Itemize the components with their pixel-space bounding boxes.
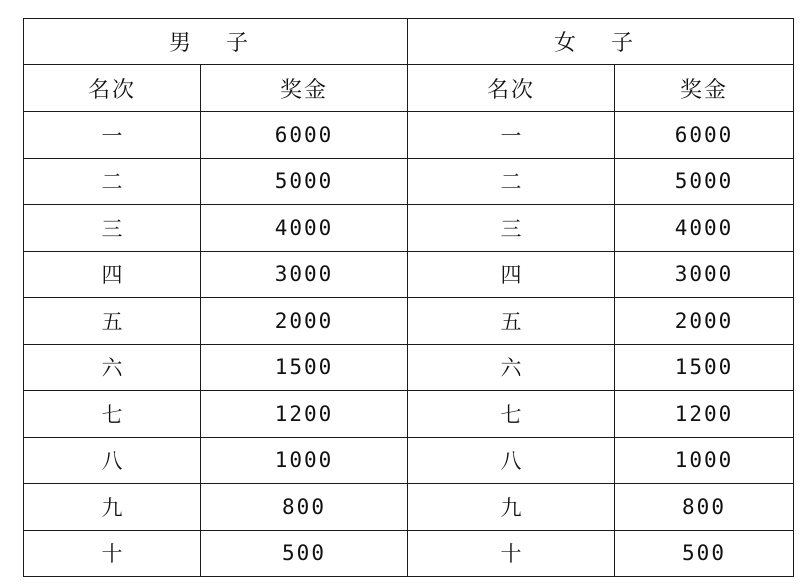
men-rank-cell: 二: [24, 158, 201, 205]
men-prize-cell: 800: [201, 484, 408, 531]
women-prize-header: 奖金: [615, 65, 794, 112]
column-header-row: [24, 65, 794, 112]
table-row: [24, 251, 794, 298]
men-prize-header: 奖金: [201, 65, 408, 112]
women-rank-cell: 五: [408, 298, 615, 345]
women-rank-cell: 二: [408, 158, 615, 205]
prize-table: [23, 18, 794, 577]
men-prize-cell: 6000: [201, 112, 408, 159]
women-prize-cell: 4000: [615, 205, 794, 252]
women-group-header: 女 子: [408, 19, 794, 65]
men-prize-cell: 1000: [201, 437, 408, 484]
table-row: [24, 112, 794, 159]
women-rank-header: 名次: [408, 65, 615, 112]
men-prize-cell: 4000: [201, 205, 408, 252]
men-rank-cell: 八: [24, 437, 201, 484]
women-prize-cell: 1500: [615, 344, 794, 391]
women-rank-cell: 七: [408, 391, 615, 438]
table-row: [24, 158, 794, 205]
men-rank-cell: 四: [24, 251, 201, 298]
women-rank-cell: 三: [408, 205, 615, 252]
table-row: [24, 344, 794, 391]
table-row: [24, 205, 794, 252]
men-rank-cell: 三: [24, 205, 201, 252]
table-row: [24, 391, 794, 438]
women-prize-cell: 5000: [615, 158, 794, 205]
women-rank-cell: 六: [408, 344, 615, 391]
men-rank-cell: 九: [24, 484, 201, 531]
men-rank-cell: 一: [24, 112, 201, 159]
women-prize-cell: 6000: [615, 112, 794, 159]
men-rank-cell: 五: [24, 298, 201, 345]
women-prize-cell: 500: [615, 530, 794, 577]
women-prize-cell: 1200: [615, 391, 794, 438]
women-prize-cell: 800: [615, 484, 794, 531]
men-rank-cell: 七: [24, 391, 201, 438]
men-prize-cell: 1200: [201, 391, 408, 438]
men-rank-cell: 十: [24, 530, 201, 577]
women-prize-cell: 3000: [615, 251, 794, 298]
women-rank-cell: 四: [408, 251, 615, 298]
men-prize-cell: 2000: [201, 298, 408, 345]
men-prize-cell: 3000: [201, 251, 408, 298]
men-rank-header: 名次: [24, 65, 201, 112]
women-prize-cell: 1000: [615, 437, 794, 484]
women-rank-cell: 一: [408, 112, 615, 159]
table-row: [24, 484, 794, 531]
men-rank-cell: 六: [24, 344, 201, 391]
women-prize-cell: 2000: [615, 298, 794, 345]
women-rank-cell: 十: [408, 530, 615, 577]
table-row: [24, 530, 794, 577]
women-rank-cell: 九: [408, 484, 615, 531]
prize-table-container: [23, 18, 793, 577]
men-prize-cell: 1500: [201, 344, 408, 391]
men-prize-cell: 500: [201, 530, 408, 577]
group-header-row: [24, 19, 794, 65]
table-row: [24, 437, 794, 484]
men-prize-cell: 5000: [201, 158, 408, 205]
table-row: [24, 298, 794, 345]
women-rank-cell: 八: [408, 437, 615, 484]
men-group-header: 男 子: [24, 19, 408, 65]
